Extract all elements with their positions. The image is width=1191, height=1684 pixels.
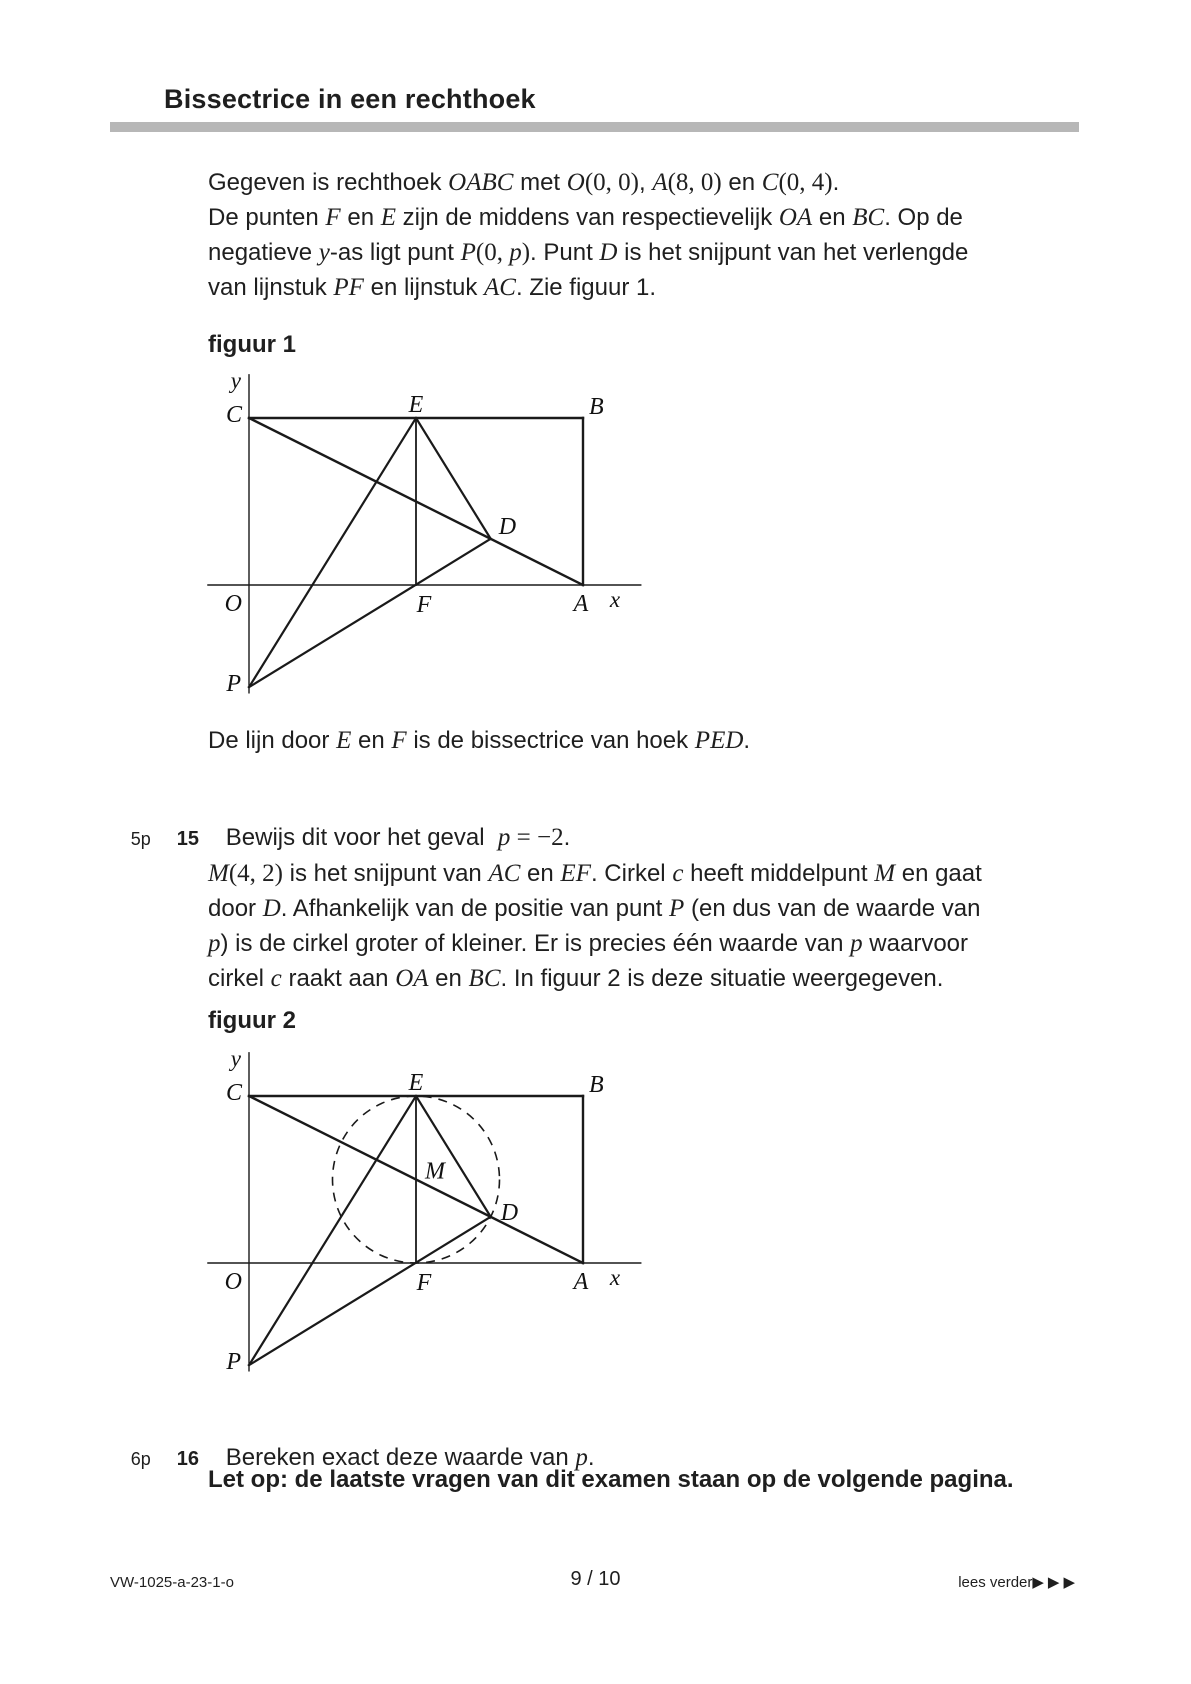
attention-note: Let op: de laatste vragen van dit examen staan op de volgende pagina. xyxy=(208,1466,1014,1493)
text-run: Bewijs dit voor het geval xyxy=(225,824,498,851)
segment-PE xyxy=(249,1096,416,1365)
math-var: p xyxy=(208,930,221,957)
text-run: en xyxy=(520,860,561,887)
math-var: PF xyxy=(333,274,364,301)
text-line xyxy=(208,891,982,926)
point-label-F: F xyxy=(416,1270,432,1296)
math-var: p xyxy=(509,239,522,266)
text-line xyxy=(208,200,968,235)
math-var: E xyxy=(336,727,352,754)
page-number: 9 / 10 xyxy=(570,1568,621,1590)
point-label-F: F xyxy=(416,592,432,618)
text-run: negatieve xyxy=(208,239,319,266)
text-run: is het snijpunt van het verlengde xyxy=(617,239,969,266)
math-var: F xyxy=(325,204,341,231)
math-var: D xyxy=(599,239,618,266)
point-label-E: E xyxy=(408,392,424,418)
math-var: D xyxy=(262,895,281,922)
segment-PE xyxy=(249,418,416,687)
text-run: . xyxy=(563,824,571,851)
math-var: M xyxy=(208,860,229,887)
figure2-drawing xyxy=(196,1038,652,1380)
text-line xyxy=(208,856,982,891)
segment-PD xyxy=(249,539,491,687)
math-num: = −2 xyxy=(510,824,564,851)
math-var: M xyxy=(874,860,896,887)
math-var: EF xyxy=(560,860,591,887)
continue-indicator xyxy=(958,1574,1079,1592)
math-var: E xyxy=(380,204,397,231)
point-label-A: A xyxy=(573,1269,589,1295)
text-run: . Op de xyxy=(884,204,963,231)
point-label-y: y xyxy=(230,1046,241,1072)
question-15-text xyxy=(225,824,571,851)
text-run: Bereken exact deze waarde van xyxy=(225,1444,576,1471)
text-run: -as ligt punt xyxy=(329,239,461,266)
math-var: F xyxy=(391,727,407,754)
math-var: y xyxy=(318,239,330,266)
document-code: VW-1025-a-23-1-o xyxy=(110,1574,234,1591)
text-line xyxy=(208,270,968,305)
math-var: P xyxy=(460,239,476,266)
point-label-A: A xyxy=(573,591,589,617)
math-var: A xyxy=(652,169,668,196)
text-run: . xyxy=(587,1444,595,1471)
text-run: en lijnstuk xyxy=(363,274,484,301)
text-run: . In figuur 2 is deze situatie weergegeven. xyxy=(500,965,944,992)
text-line xyxy=(208,165,968,200)
page-title: Bissectrice in een rechthoek xyxy=(164,84,536,114)
math-var: OA xyxy=(778,204,813,231)
text-run: . xyxy=(743,727,751,754)
point-label-C: C xyxy=(225,402,242,428)
point-label-y: y xyxy=(230,368,241,394)
text-run: (en dus van de waarde van xyxy=(684,895,981,922)
question-16-number: 16 xyxy=(176,1448,200,1470)
point-label-P: P xyxy=(226,1349,241,1376)
math-num: (0, xyxy=(475,239,510,266)
math-var: C xyxy=(761,169,779,196)
text-run: Gegeven is rechthoek xyxy=(208,169,449,196)
math-var: AC xyxy=(488,860,521,887)
point-label-O: O xyxy=(224,591,242,617)
point-label-O: O xyxy=(224,1269,242,1295)
text-run: is de bissectrice van hoek xyxy=(406,727,695,754)
math-var: c xyxy=(672,860,684,887)
text-run: en xyxy=(721,169,762,196)
text-run: en xyxy=(340,204,381,231)
math-num: (4, 2) xyxy=(228,860,283,887)
text-run: , xyxy=(638,169,653,196)
continue-text: lees verder xyxy=(958,1574,1033,1591)
text-run: door xyxy=(208,895,263,922)
math-var: P xyxy=(669,895,685,922)
text-run: ) is de cirkel groter of kleiner. Er is precies één waarde van xyxy=(220,930,851,957)
math-var: BC xyxy=(852,204,885,231)
figure1-label: figuur 1 xyxy=(208,331,296,358)
point-label-E: E xyxy=(408,1070,424,1096)
text-run: zijn de middens van respectievelijk xyxy=(396,204,779,231)
text-run: . Punt xyxy=(530,239,600,266)
segment-PD xyxy=(249,1217,491,1365)
question-16-points-badge: 6p xyxy=(130,1449,151,1469)
math-num: (8, 0) xyxy=(667,169,722,196)
text-run: . xyxy=(832,169,840,196)
question-15-number: 15 xyxy=(176,828,200,850)
math-var: AC xyxy=(484,274,516,301)
point-label-x: x xyxy=(609,587,621,612)
text-run: waarvoor xyxy=(862,930,968,957)
text-run: met xyxy=(513,169,567,196)
math-var: p xyxy=(497,824,511,851)
text-run: De lijn door xyxy=(208,727,337,754)
math-var: p xyxy=(850,930,863,957)
point-label-B: B xyxy=(589,394,604,420)
text-run: en gaat xyxy=(895,860,982,887)
point-label-D: D xyxy=(500,1199,519,1226)
text-line xyxy=(208,926,982,961)
text-run: van lijnstuk xyxy=(208,274,334,301)
text-run: . Afhankelijk van de positie van punt xyxy=(280,895,670,922)
text-run: raakt aan xyxy=(281,965,396,992)
point-label-x: x xyxy=(609,1265,621,1290)
circle-paragraph xyxy=(208,856,982,996)
math-var: BC xyxy=(468,965,501,992)
text-run: heeft middelpunt xyxy=(683,860,875,887)
math-var: OABC xyxy=(448,169,514,196)
continue-arrows-icon: ▶▶▶ xyxy=(1032,1574,1079,1591)
math-var: p xyxy=(575,1444,588,1471)
math-var: O xyxy=(566,169,585,196)
figure1-drawing xyxy=(196,358,652,702)
math-num: (0, 4) xyxy=(778,169,833,196)
text-run: en xyxy=(812,204,853,231)
point-label-B: B xyxy=(589,1072,604,1098)
text-run: en xyxy=(351,727,392,754)
text-run: . Cirkel xyxy=(590,860,673,887)
text-run: . Zie figuur 1. xyxy=(515,274,657,301)
text-run: en xyxy=(428,965,469,992)
math-num: (0, 0) xyxy=(584,169,639,196)
question-15-points-badge: 5p xyxy=(130,829,151,849)
point-label-P: P xyxy=(226,671,241,698)
header-rule xyxy=(110,122,1079,132)
bisectrice-line xyxy=(208,727,750,755)
math-var: OA xyxy=(395,965,429,992)
math-num: ) xyxy=(521,239,531,266)
point-label-C: C xyxy=(225,1080,242,1106)
figure2-label: figuur 2 xyxy=(208,1007,296,1034)
text-line xyxy=(208,961,982,996)
math-var: PED xyxy=(694,727,744,754)
text-run: cirkel xyxy=(208,965,271,992)
text-run: is het snijpunt van xyxy=(282,860,489,887)
point-label-M: M xyxy=(425,1158,445,1185)
intro-paragraph xyxy=(208,165,968,305)
text-line xyxy=(208,235,968,270)
point-label-D: D xyxy=(498,513,517,540)
math-var: c xyxy=(270,965,282,992)
text-run: De punten xyxy=(208,204,326,231)
